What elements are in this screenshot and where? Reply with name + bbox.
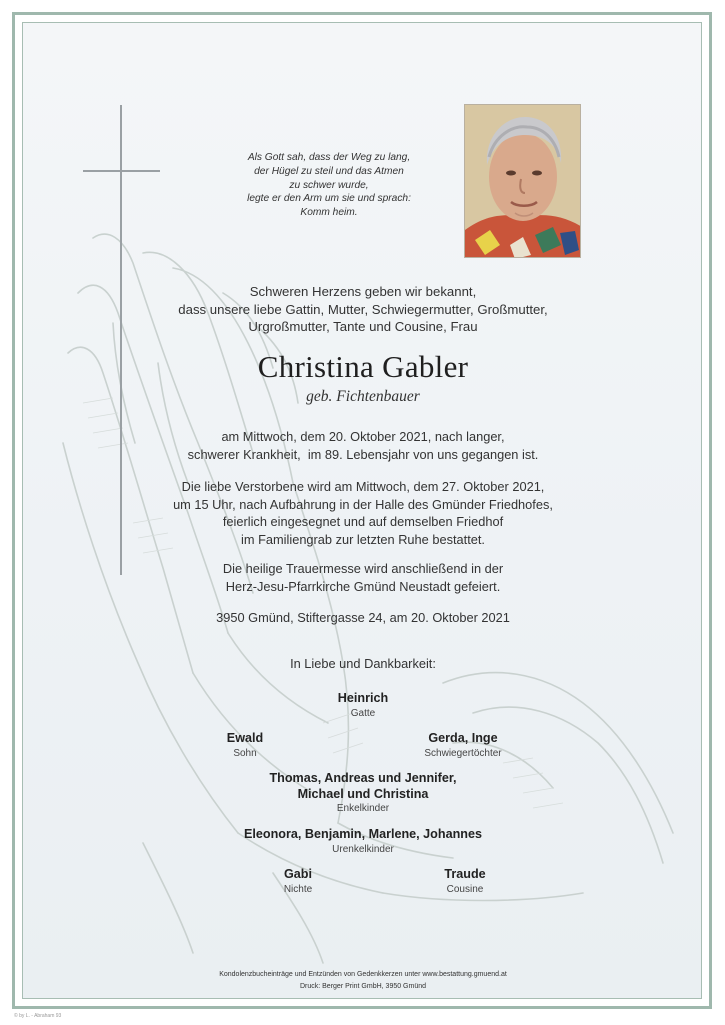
mourner-name: Gerda, Inge — [428, 731, 498, 745]
mourner-grandchildren — [203, 771, 523, 815]
intro-line: Schweren Herzens geben wir bekannt, — [249, 284, 477, 299]
mourner-cousin — [395, 867, 535, 896]
illustration-credit: © by L. - Abraham 93 — [14, 1013, 62, 1019]
funeral-line: im Familiengrab zur letzten Ruhe bestattet. — [241, 531, 485, 547]
funeral-details — [23, 478, 702, 548]
mourner-name: Thomas, Andreas und Jennifer, — [269, 771, 457, 785]
footer-condolence-line: Kondolenzbucheinträge und Entzünden von Gedenkkerzen unter www.bestattung.gmuend.at — [219, 971, 507, 978]
mourner-daughters-in-law — [393, 731, 533, 760]
mass-line: Herz-Jesu-Pfarrkirche Gmünd Neustadt gefeiert. — [225, 578, 501, 594]
mourner-name: Eleonora, Benjamin, Marlene, Johannes — [244, 827, 482, 841]
birth-name: geb. Fichtenbauer — [306, 388, 420, 405]
death-notice — [23, 428, 702, 463]
funeral-line: feierlich eingesegnet und auf demselben Friedhof — [222, 514, 504, 530]
mourner-name: Ewald — [226, 731, 264, 745]
mourner-relation: Sohn — [233, 747, 257, 759]
mourner-relation: Cousine — [446, 883, 484, 895]
footer — [23, 969, 702, 992]
deceased-name: Christina Gabler — [257, 349, 469, 384]
mourner-name: Traude — [444, 867, 486, 881]
mourner-niece — [228, 867, 368, 896]
poem-line: Als Gott sah, dass der Weg zu lang, — [247, 152, 411, 163]
place-date: 3950 Gmünd, Stiftergasse 24, am 20. Oktober 2021 — [216, 610, 510, 625]
mourner-great-grandchildren — [183, 827, 543, 856]
mass-line: Die heilige Trauermesse wird anschließend in der — [222, 561, 504, 576]
death-notice-line: schwerer Krankheit, im 89. Lebensjahr von uns gegangen ist. — [187, 446, 539, 462]
mourner-relation: Enkelkinder — [336, 803, 390, 814]
mass-details — [23, 560, 702, 595]
mourner-relation: Gatte — [350, 707, 376, 719]
portrait-photo — [464, 104, 581, 258]
footer-print-line: Druck: Berger Print GmbH, 3950 Gmünd — [299, 982, 427, 990]
intro-line: Urgroßmutter, Tante und Cousine, Frau — [248, 319, 478, 335]
death-notice-line: am Mittwoch, dem 20. Oktober 2021, nach langer, — [221, 429, 505, 444]
mourner-name: Gabi — [284, 867, 312, 881]
mourner-husband — [233, 691, 493, 720]
mourner-name: Heinrich — [337, 691, 389, 705]
intro-text — [23, 283, 702, 336]
poem-line: legte er den Arm um sie und sprach: — [247, 193, 411, 205]
intro-line: dass unsere liebe Gattin, Mutter, Schwiegermutter, Großmutter, — [178, 301, 548, 317]
poem-line: zu schwer wurde, — [289, 179, 369, 191]
funeral-line: Die liebe Verstorbene wird am Mittwoch, dem 27. Oktober 2021, — [181, 479, 545, 494]
poem-line: der Hügel zu steil und das Atmen — [254, 165, 404, 177]
mourner-name: Michael und Christina — [297, 786, 429, 801]
poem-line: Komm heim. — [300, 207, 358, 219]
closing-phrase: In Liebe und Dankbarkeit: — [290, 656, 436, 671]
mourner-relation: Urenkelkinder — [332, 843, 394, 855]
mourner-son-entry — [175, 731, 315, 760]
obituary-card — [22, 22, 702, 999]
funeral-line: um 15 Uhr, nach Aufbahrung in der Halle des Gmünder Friedhofes, — [173, 496, 553, 512]
mourner-relation: Schwiegertöchter — [424, 747, 502, 759]
mourner-relation: Nichte — [283, 883, 313, 895]
poem — [223, 151, 435, 220]
cross-horizontal-bar — [83, 170, 160, 172]
